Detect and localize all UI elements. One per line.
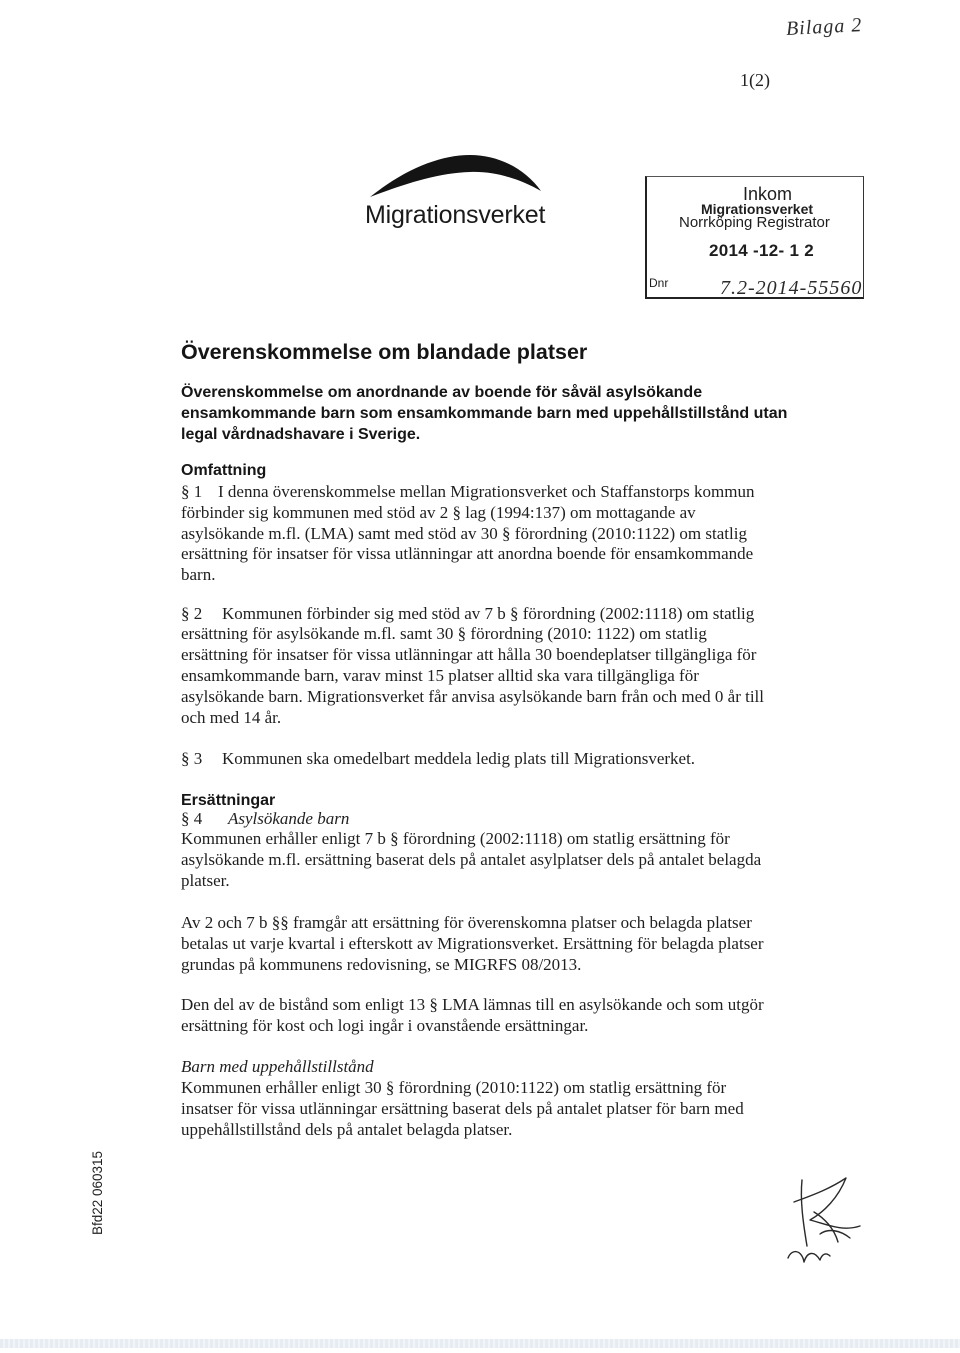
residence-permit-section <box>181 1056 744 1140</box>
body-line: insatser för vissa utlänningar ersättning baserat dels på antalet platser för barn med <box>181 1098 744 1118</box>
section-1 <box>181 482 754 586</box>
subtitle-line: Överenskommelse om anordnande av boende för såväl asylsökande <box>181 384 703 401</box>
section-4 <box>181 809 761 892</box>
page-number: 1(2) <box>740 70 770 90</box>
section-subheading: Asylsökande barn <box>228 808 350 828</box>
stamp-office: Norrköping Registrator <box>679 214 830 231</box>
section-subheading: Barn med uppehållstillstånd <box>181 1056 374 1076</box>
body-line: och med 14 år. <box>181 707 282 727</box>
handwritten-annotation: Bilaga 2 <box>785 14 863 40</box>
section-number: § 2 <box>181 603 203 623</box>
body-line: Av 2 och 7 b §§ framgår att ersättning för överenskomna platser och belagda platser <box>181 912 752 932</box>
stamp-dnr-value: 7.2-2014-55560 <box>720 277 863 299</box>
body-line: ersättning för insatser för vissa utlänningar att anordna boende för ensamkommande <box>181 544 754 564</box>
logo-text: Migrationsverket <box>365 201 546 229</box>
body-line: asylsökande m.fl. ersättning baserat dels på antalet asylplatser dels på antalet belagda <box>181 850 762 870</box>
stamp-date: 2014 -12- 1 2 <box>709 241 815 260</box>
body-line: ensamkommande barn, varav minst 15 platser alltid ska vara tillgängliga för <box>181 665 699 685</box>
body-line: uppehållstillstånd dels på antalet belagda platser. <box>181 1119 513 1139</box>
section-heading-compensation: Ersättningar <box>181 791 276 809</box>
section-2 <box>181 604 764 729</box>
subtitle-line: legal vårdnadshavare i Sverige. <box>181 426 421 443</box>
section-number: § 3 <box>181 748 203 768</box>
assistance-paragraph <box>181 994 764 1036</box>
subtitle-line: ensamkommande barn som ensamkommande barn med uppehållstillstånd utan <box>181 405 788 422</box>
body-line: Den del av de bistånd som enligt 13 § LMA lämnas till en asylsökande och som utgör <box>181 994 764 1014</box>
body-line: Kommunen erhåller enligt 30 § förordning (2010:1122) om statlig ersättning för <box>181 1077 727 1097</box>
body-line: asylsökande m.fl. (LMA) samt med stöd av 30 § förordning (2010:1122) om statlig <box>181 523 747 543</box>
body-line: ersättning för asylsökande m.fl. samt 30 § förordning (2010: 1122) om statlig <box>181 624 707 644</box>
stamp-received-label: Inkom <box>743 184 793 204</box>
body-line: förbinder sig kommunen med stöd av 2 § lag (1994:137) om mottagande av <box>181 502 696 522</box>
body-line: Kommunen ska omedelbart meddela ledig plats till Migrationsverket. <box>222 748 696 768</box>
received-stamp <box>645 176 864 299</box>
payment-paragraph <box>181 912 764 975</box>
stamp-dnr-label: Dnr <box>649 276 669 290</box>
document-title: Överenskommelse om blandade platser <box>181 340 588 364</box>
body-line: platser. <box>181 870 230 890</box>
section-number: § 1 <box>181 482 203 501</box>
margin-form-code: Bfd22 060315 <box>90 1150 105 1236</box>
body-line: ersättning för kost och logi ingår i ovanstående ersättningar. <box>181 1015 589 1035</box>
scan-edge <box>0 1339 960 1348</box>
migrationsverket-swoosh-icon <box>360 150 550 202</box>
body-line: Kommunen erhåller enligt 7 b § förordning (2002:1118) om statlig ersättning för <box>181 829 730 849</box>
section-3 <box>181 749 695 770</box>
body-line: asylsökande barn. Migrationsverket får anvisa asylsökande barn från och med 0 år till <box>181 686 765 706</box>
body-line: barn. <box>181 565 216 585</box>
handwritten-signature-icon <box>780 1172 870 1267</box>
document-subtitle <box>181 382 787 445</box>
section-heading-scope: Omfattning <box>181 462 267 479</box>
body-line: ersättning för insatser för vissa utlänningar att hålla 30 boendeplatser tillgängliga för <box>181 645 757 665</box>
body-line: grundas på kommunens redovisning, se MIGRFS 08/2013. <box>181 954 582 974</box>
section-number: § 4 <box>181 808 203 828</box>
body-line: betalas ut varje kvartal i efterskott av Migrationsverket. Ersättning för belagda platser <box>181 933 764 953</box>
body-line: I denna överenskommelse mellan Migrationsverket och Staffanstorps kommun <box>218 482 755 501</box>
body-line: Kommunen förbinder sig med stöd av 7 b § förordning (2002:1118) om statlig <box>222 603 755 623</box>
stamp-agency: Migrationsverket <box>701 201 814 217</box>
